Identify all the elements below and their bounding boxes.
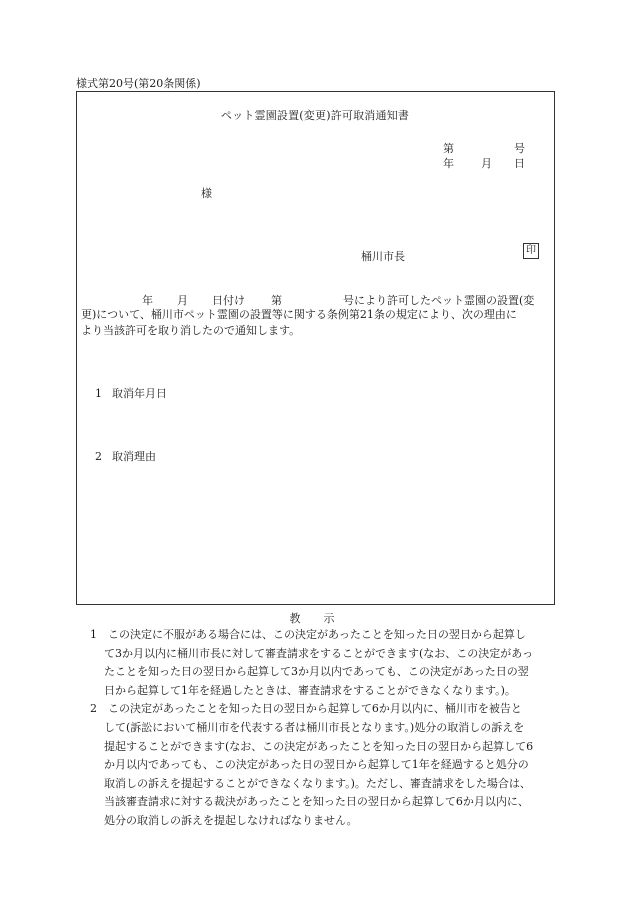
seal-text: 印 (526, 245, 536, 256)
notice-line: 2 この決定があったことを知った日の翌日から起算して6か月以内に、桶川市を被告と (90, 702, 522, 716)
date-month-label: 月 (481, 157, 492, 170)
number-suffix: 号 (514, 142, 525, 155)
item-number: 2 (95, 450, 102, 463)
item-label: 取消理由 (112, 450, 156, 463)
body-line: 更)について、桶川市ペット霊園の設置等に関する条例第21条の規定により、次の理由に (81, 308, 517, 321)
body-paragraph (81, 307, 553, 338)
form-number-label: 様式第20号(第20条関係) (76, 77, 201, 90)
document-title: ペット霊園設置(変更)許可取消通知書 (220, 109, 410, 122)
notice-line: 当該審査請求に対する裁決があったことを知った日の翌日から起算して6か月以内に、 (104, 795, 529, 809)
notice-line: して(訴訟において桶川市を代表する者は桶川市長となります。)処分の取消しの訴えを (104, 720, 525, 734)
ref-year: 年 (142, 294, 153, 307)
notice-line: 1 この決定に不服がある場合には、この決定があったことを知った日の翌日から起算し (90, 628, 526, 641)
date-year-label: 年 (443, 157, 454, 170)
date-day-label: 日 (514, 157, 525, 170)
notice-line: て3か月以内に桶川市長に対して審査請求をすることができます(なお、この決定があっ (104, 646, 534, 660)
item-number: 1 (95, 387, 102, 400)
notice-heading: 教 示 (289, 612, 341, 625)
notice-line: か月以内であっても、この決定があった日の翌日から起算して1年を経過すると処分の (104, 758, 529, 772)
notice-line: 提起することができます(なお、この決定があったことを知った日の翌日から起算して6 (104, 739, 534, 753)
notice-line: たことを知った日の翌日から起算して3か月以内であっても、この決定があった日の翌 (104, 665, 529, 679)
item-label: 取消年月日 (112, 387, 167, 400)
seal-stamp (523, 243, 539, 259)
ref-month: 月 (177, 294, 188, 307)
ref-dai: 第 (271, 294, 282, 307)
notice-line: 取消しの訴えを提起することができなくなります。)。ただし、審査請求をした場合は、 (104, 776, 531, 790)
body-line: より当該許可を取り消したので通知します。 (81, 323, 301, 337)
notice-list (90, 626, 560, 831)
notice-line: 処分の取消しの訴えを提起しなければなりません。 (104, 813, 358, 827)
item-revocation-reason (95, 448, 156, 464)
ref-tail: 号により許可したペット霊園の設置(変 (343, 294, 535, 307)
number-prefix: 第 (443, 142, 454, 155)
ref-dated: 日付け (212, 294, 245, 307)
item-revocation-date (95, 385, 167, 401)
notice-line: 日から起算して1年を経過したときは、審査請求をすることができなくなります。)。 (104, 683, 516, 697)
addressee-suffix: 様 (201, 187, 212, 200)
issuer-name: 桶川市長 (361, 250, 405, 263)
